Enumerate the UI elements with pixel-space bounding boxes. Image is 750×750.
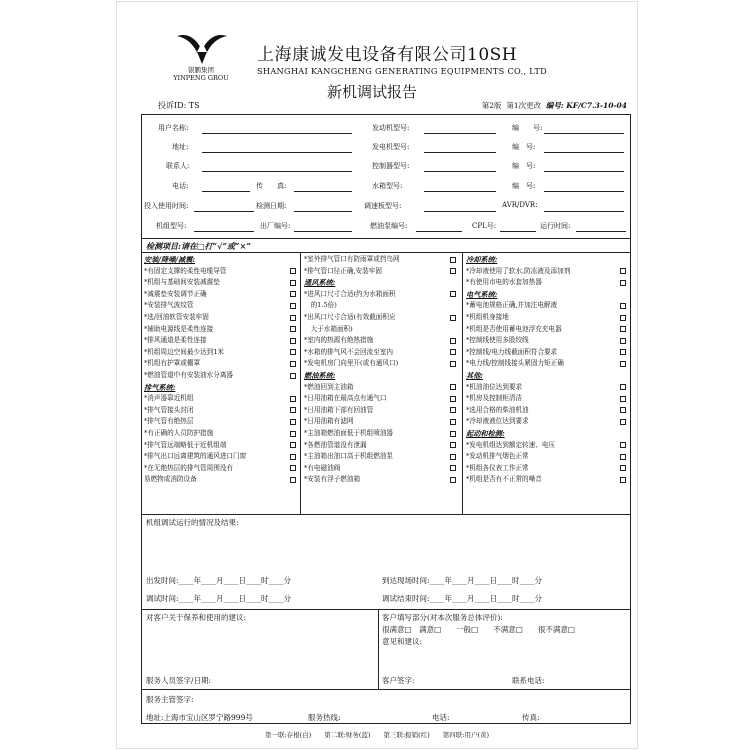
inspection-checkbox[interactable] <box>290 280 296 286</box>
inspection-item: *机房及控制柜清洁 <box>466 394 523 403</box>
field-speed-board[interactable] <box>424 211 496 212</box>
run-status-title: 机组调试运行的情况及结果: <box>146 518 239 527</box>
label-inspect-time: 检测日期: <box>256 202 287 210</box>
group-heading: 其他: <box>466 371 484 380</box>
group-heading: 起动和检测: <box>466 429 505 438</box>
debug-time[interactable] <box>146 593 291 604</box>
tel-label: 电话: <box>432 713 450 722</box>
inspection-item: *燃油回到主油箱 <box>304 382 354 391</box>
inspection-item: *各燃油管道没有泄漏 <box>304 440 367 449</box>
doc-code: 编号: KF/C7.3-10-04 <box>545 101 627 110</box>
debug-end-label: 调试结束时间: <box>382 594 430 603</box>
fax-label: 传真: <box>522 713 540 722</box>
label-gen-model: 发电机型号: <box>372 143 410 151</box>
label-commission-time: 投入使用时间: <box>144 202 189 210</box>
inspection-checkbox[interactable] <box>450 257 456 263</box>
field-fax[interactable] <box>294 191 352 192</box>
inspection-item: *在无绝热层的排气管周围没有 <box>144 463 234 472</box>
label-engine-model: 发动机型号: <box>372 124 410 132</box>
customer-phone[interactable]: 联系电话: <box>512 676 545 685</box>
label-cpl: CPL号: <box>472 222 497 230</box>
inspection-checkbox[interactable] <box>290 477 296 483</box>
opinions-label: 意见和建议: <box>382 637 423 646</box>
inspection-item: *排气出口远离建筑的通风进口门窗 <box>144 452 247 461</box>
inspection-checkbox[interactable] <box>450 431 456 437</box>
inspection-checkbox[interactable] <box>290 431 296 437</box>
label-no1: 编 号: <box>512 124 543 132</box>
inspection-item: *燃油管道中有安装油水分离器 <box>144 371 234 379</box>
inspection-item: *机组周边空间最少达到1米 <box>144 347 225 356</box>
label-avr: AVR/DVR: <box>502 201 538 209</box>
inspection-item: *控制线使用多股绞线 <box>466 336 529 345</box>
inspection-checkbox[interactable] <box>290 373 296 379</box>
field-avr[interactable] <box>544 211 624 212</box>
inspection-checkbox[interactable] <box>290 303 296 309</box>
debug-end-time[interactable] <box>382 593 542 604</box>
field-tank-model[interactable] <box>424 191 496 192</box>
inspection-item: *日用油箱在最高点有通气口 <box>304 394 387 403</box>
inspection-item: *排风通道是柔性连接 <box>144 336 207 345</box>
inspection-item: *控制线/电力线截面积符合要求 <box>466 347 558 356</box>
company-name-en: SHANGHAI KANGCHENG GENERATING EQUIPMENTS CO., LTD <box>257 66 547 76</box>
inspection-item: *日用油箱下部有回油管 <box>304 405 374 414</box>
inspection-item: *冷却液使用了软水,防冻液及添加剂 <box>466 266 571 275</box>
label-controller-model: 控制器型号: <box>372 162 410 170</box>
column-divider <box>462 252 463 514</box>
inspection-item: *出风口尺寸合适(有效截面积应 <box>304 313 396 321</box>
inspection-checkbox[interactable] <box>450 419 456 425</box>
brand-block <box>155 66 247 82</box>
inspection-checkbox[interactable] <box>450 477 456 483</box>
field-cpl[interactable] <box>500 231 536 232</box>
divider <box>142 609 630 610</box>
report-sheet <box>117 2 637 748</box>
inspection-item: *室内的热源有绝热措施 <box>304 336 374 345</box>
label-speed-board: 调速板型号: <box>364 202 402 210</box>
inspection-item: *安装排气波纹管 <box>144 301 194 310</box>
group-heading: 燃油系统: <box>304 371 336 380</box>
advice-title: 对客户关于保养和使用的建议: <box>146 613 247 622</box>
field-contact[interactable] <box>202 171 352 172</box>
field-run-time[interactable] <box>576 231 626 232</box>
debug-label: 调试时间: <box>146 594 179 603</box>
inspection-checkbox[interactable] <box>290 407 296 413</box>
group-heading: 安装/降噪/减震: <box>144 255 196 264</box>
inspection-checkbox[interactable] <box>620 396 626 402</box>
field-gen-model[interactable] <box>424 152 496 153</box>
inspection-checkbox[interactable] <box>290 338 296 344</box>
column-divider <box>300 252 301 514</box>
group-heading: 通风系统: <box>304 278 336 288</box>
field-inspect-time[interactable] <box>294 211 352 212</box>
inspection-item: *有使用市电的水套加热器 <box>466 278 542 287</box>
inspection-checkbox[interactable] <box>620 454 626 460</box>
form-frame <box>141 114 631 724</box>
inspection-checkbox[interactable] <box>450 291 456 297</box>
inspection-checkbox[interactable] <box>620 326 626 332</box>
doc-meta <box>482 100 627 111</box>
inspection-item: *机组各仪表工作正常 <box>466 463 529 472</box>
inspection-checkbox[interactable] <box>290 315 296 321</box>
divider <box>142 689 630 690</box>
group-heading: 电气系统: <box>466 289 498 299</box>
brand-name-en: YINPENG GROU <box>173 74 229 82</box>
inspection-checkbox[interactable] <box>450 268 456 274</box>
inspection-item: *选用合格的柴油机油 <box>466 405 529 414</box>
inspection-item: *选/回油软管安装牢固 <box>144 313 209 321</box>
inspection-item: *消声器靠近机组 <box>144 394 194 403</box>
field-controller-model[interactable] <box>424 171 496 172</box>
document-title: 新机调试报告 <box>327 83 418 101</box>
inspection-item: *日用油箱有滤网 <box>304 417 354 426</box>
doc-version: 第2版 <box>481 101 502 110</box>
inspection-item: *电力线/控制线接头紧固力矩正确 <box>466 359 564 368</box>
field-address[interactable] <box>202 152 352 153</box>
inspection-checkbox[interactable] <box>450 465 456 471</box>
supervisor-sign[interactable]: 服务主管签字: <box>146 695 194 704</box>
label-phone: 电话: <box>172 182 189 190</box>
inspection-checkbox[interactable] <box>450 315 456 321</box>
inspection-checkbox[interactable] <box>620 407 626 413</box>
label-contact: 联系人: <box>166 162 190 170</box>
inspection-checkbox[interactable] <box>620 303 626 309</box>
doc-revision: 第1次更改 <box>506 101 542 110</box>
inspection-checkbox[interactable] <box>290 396 296 402</box>
depart-label: 出发时间: <box>146 576 179 585</box>
inspection-item: *辅助电源线是柔性连接 <box>144 324 214 333</box>
inspection-checkbox[interactable] <box>450 384 456 390</box>
inspection-item: *机组机身接地 <box>466 313 509 321</box>
inspection-item: *发动机排气烟色正常 <box>466 452 529 461</box>
inspection-checkbox[interactable] <box>290 349 296 355</box>
label-no3: 编 号: <box>512 162 536 170</box>
inspection-checkbox[interactable] <box>450 361 456 367</box>
group-heading: 排气系统: <box>144 382 176 392</box>
inspection-item: *排气管口径正确,安装牢固 <box>304 266 382 275</box>
field-no4[interactable] <box>544 191 624 192</box>
inspection-item: *排气管远端略低于近机组端 <box>144 440 227 449</box>
divider <box>142 514 630 515</box>
field-no3[interactable] <box>544 171 624 172</box>
inspection-item: *有正确的人员防护措施 <box>144 429 214 437</box>
inspection-checkbox[interactable] <box>620 338 626 344</box>
inspection-checkbox[interactable] <box>450 407 456 413</box>
inspection-checkbox[interactable] <box>620 465 626 471</box>
field-engine-model[interactable] <box>424 133 496 134</box>
customer-sign[interactable]: 客户签字: <box>382 676 415 685</box>
debug-blank: ____年____月____日____时____分 <box>178 594 292 603</box>
service-hotline: 服务热线: <box>308 713 341 722</box>
inspection-checkbox[interactable] <box>290 442 296 448</box>
inspection-item: *发电机房门向里开(或有通风口) <box>304 359 399 368</box>
field-commission-time[interactable] <box>194 211 254 212</box>
inspection-checkbox[interactable] <box>620 349 626 355</box>
inspection-item: 的1.5倍) <box>304 301 337 310</box>
inspection-checkbox[interactable] <box>450 454 456 460</box>
inspection-checkbox[interactable] <box>620 419 626 425</box>
divider <box>142 238 630 239</box>
inspection-checkbox[interactable] <box>620 477 626 483</box>
field-no2[interactable] <box>544 152 624 153</box>
label-fax: 传 真: <box>256 182 287 190</box>
inspection-checkbox[interactable] <box>290 465 296 471</box>
arrive-time[interactable] <box>382 575 542 586</box>
inspection-item: *进风口尺寸合适(约为水箱面积 <box>304 289 396 298</box>
inspection-checkbox[interactable] <box>290 361 296 367</box>
complaint-id: 投诉ID: TS <box>158 101 200 110</box>
inspection-checkbox[interactable] <box>450 442 456 448</box>
inspection-item: *水箱的排气风不会回流至室内 <box>304 347 394 356</box>
label-tank-model: 水箱型号: <box>372 182 403 190</box>
inspection-checkbox[interactable] <box>620 280 626 286</box>
field-user-name[interactable] <box>202 133 352 134</box>
inspection-item: *有固定支撑的柔性电缆导管 <box>144 266 227 275</box>
debug-end-blank: ____年____月____日____时____分 <box>429 594 543 603</box>
inspection-item: 大于水箱面积) <box>304 324 353 333</box>
field-fuel-pump-no[interactable] <box>416 231 462 232</box>
field-unit-model[interactable] <box>194 231 254 232</box>
inspection-checkbox[interactable] <box>620 361 626 367</box>
group-heading: 冷却系统: <box>466 255 498 264</box>
inspection-item: *机组是否有不正常的噪音 <box>466 475 542 484</box>
field-factory-no[interactable] <box>294 231 352 232</box>
feedback-title: 客户填写部分(对本次服务总体评价): <box>382 613 503 622</box>
depart-blank: ____年____月____日____时____分 <box>178 576 292 585</box>
arrive-label: 到达现场时间: <box>382 576 430 585</box>
inspection-item: *主油箱出油口高于机组燃油泵 <box>304 452 394 461</box>
inspection-item: *安装有浮子燃油箱 <box>304 475 361 484</box>
inspection-item: *机组是否使用蓄电池浮充充电器 <box>466 324 562 333</box>
inspection-checkbox[interactable] <box>450 338 456 344</box>
label-user-name: 用户名称: <box>158 124 189 132</box>
label-no4: 编 号: <box>512 182 536 190</box>
inspection-checkbox[interactable] <box>290 291 296 297</box>
satisfaction-options[interactable]: 很满意□ 满意□ 一般□ 不满意□ 很不满意□ <box>382 625 575 634</box>
inspection-heading: 检测项目:请在□打“√”或“×” <box>146 241 251 251</box>
inspection-item: *排气管接头封闭 <box>144 405 194 414</box>
label-address: 地址: <box>172 143 189 151</box>
label-run-time: 运行时间: <box>540 222 571 230</box>
inspection-checkbox[interactable] <box>290 454 296 460</box>
inspection-item: *机油油位达到要求 <box>466 382 523 391</box>
label-no2: 编 号: <box>512 143 536 151</box>
inspection-checkbox[interactable] <box>620 384 626 390</box>
inspection-checkbox[interactable] <box>450 396 456 402</box>
column-divider <box>378 609 379 689</box>
inspection-item: *机组与基础间安装减震垫 <box>144 278 220 287</box>
inspection-item: *机组有护罩或棚罩 <box>144 359 201 368</box>
inspection-checkbox[interactable] <box>290 326 296 332</box>
inspection-item: 易燃物或消防设备 <box>144 475 197 484</box>
field-no1[interactable] <box>544 133 624 134</box>
inspection-item: *有电磁油阀 <box>304 463 341 472</box>
inspection-item: *冷却液液位达到要求 <box>466 417 529 426</box>
footer-address: 地址:上海市宝山区罗宁路999号 <box>146 713 253 722</box>
inspection-checkbox[interactable] <box>450 349 456 355</box>
inspection-item: *主油箱燃油面低于机组喷油器 <box>304 429 394 437</box>
inspection-checkbox[interactable] <box>620 268 626 274</box>
label-factory-no: 出厂编号: <box>260 222 291 230</box>
brand-name-cn: 银鹏集团 <box>188 66 214 74</box>
label-fuel-pump-no: 燃油泵编号: <box>370 222 408 230</box>
depart-time[interactable] <box>146 575 291 586</box>
label-unit-model: 机组型号: <box>156 222 187 230</box>
eagle-logo-icon <box>175 30 229 66</box>
inspection-checkbox[interactable] <box>290 268 296 274</box>
inspection-checkbox[interactable] <box>620 442 626 448</box>
field-phone[interactable] <box>202 191 250 192</box>
copy-distribution: 第一联:存根(白) 第二联:财务(蓝) 第三联:报销(红) 第四联:用户(黄) <box>264 731 490 739</box>
inspection-checkbox[interactable] <box>620 315 626 321</box>
inspection-item: *发电机组达到额定转速、电压 <box>466 440 556 449</box>
divider <box>142 252 630 253</box>
inspection-checkbox[interactable] <box>290 419 296 425</box>
inspection-item: *蓄电池规格正确,并加注电解液 <box>466 301 558 310</box>
company-name-cn: 上海康诚发电设备有限公司10SH <box>257 45 518 65</box>
arrive-blank: ____年____月____日____时____分 <box>429 576 543 585</box>
service-sign[interactable]: 服务人员签字/日期: <box>146 676 212 685</box>
inspection-item: *排气管有绝热层 <box>144 417 194 426</box>
inspection-item: *室外排气管口有防雨罩或挡鸟网 <box>304 255 400 263</box>
inspection-item: *减震垫安装调节正确 <box>144 289 207 298</box>
